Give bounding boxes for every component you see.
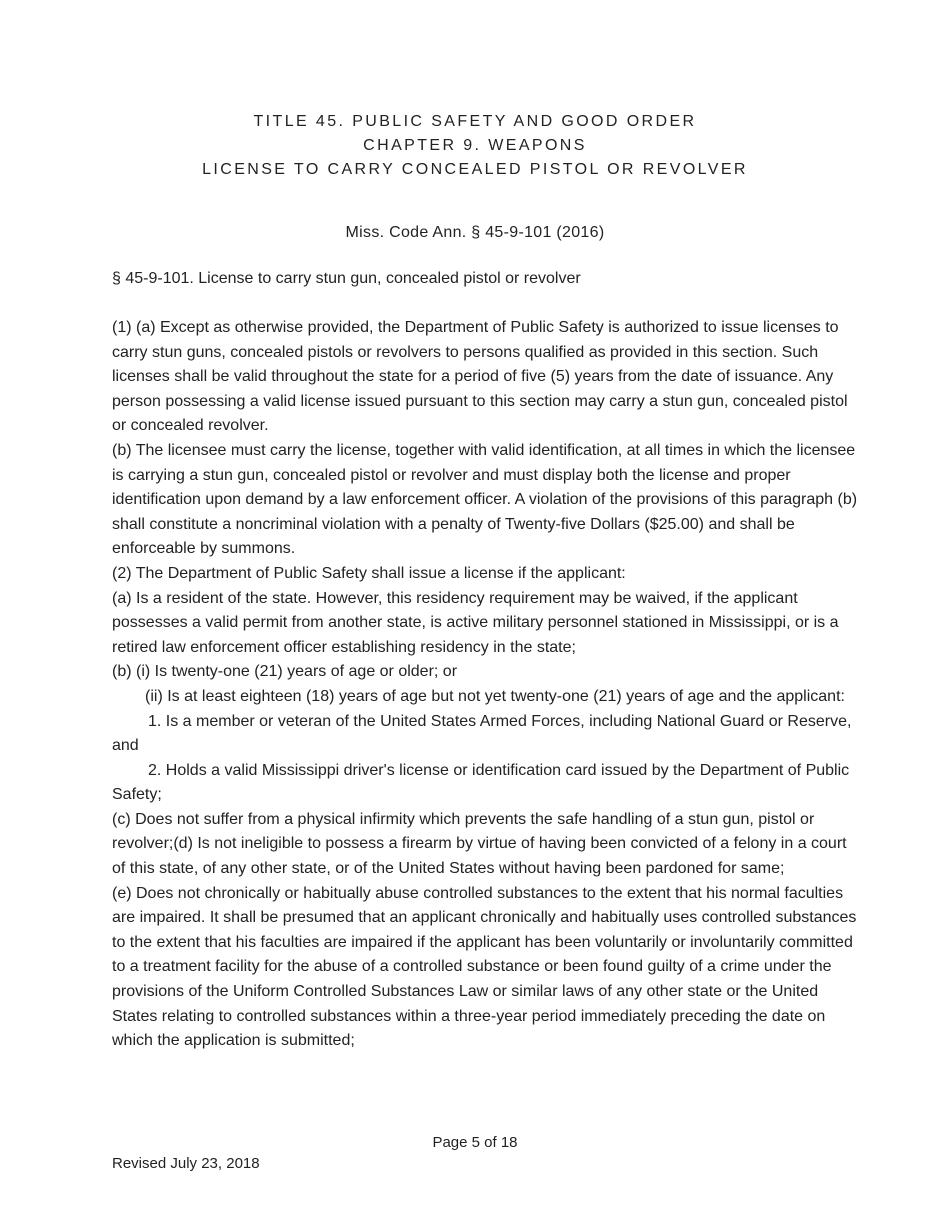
subtitle-line: LICENSE TO CARRY CONCEALED PISTOL OR REVOLVER: [202, 161, 748, 178]
paragraph-1a: (1) (a) Except as otherwise provided, the Department of Public Safety is authorized to issue licenses to carry stun guns, concealed pistols or revolvers to persons qualified as provided in this section. Such licenses shall be valid throughout the state for a period of five (5) years from the date of issuance. Any person possessing a valid license issued pursuant to this section may carry a stun gun, concealed pistol or concealed revolver.: [112, 319, 848, 435]
revised-date: Revised July 23, 2018: [112, 1155, 260, 1172]
page-number: Page 5 of 18: [432, 1134, 518, 1151]
statute-body: [112, 316, 862, 1054]
paragraph-2b-i: (b) (i) Is twenty-one (21) years of age or older; or: [112, 663, 458, 681]
paragraph-2b-ii: (ii) Is at least eighteen (18) years of age but not yet twenty-one (21) years of age and the applicant:: [145, 687, 845, 705]
paragraph-2b-ii-2: 2. Holds a valid Mississippi driver's license or identification card issued by the Department of Public Safety;: [112, 761, 850, 804]
paragraph-2c-2d: (c) Does not suffer from a physical infirmity which prevents the safe handling of a stun gun, pistol or revolver;(d) Is not ineligible to possess a firearm by virtue of having been convicted of a felony in a court of this state, of any other state, or of the United States without having been pardoned for same;: [112, 810, 847, 878]
document-heading: [0, 110, 950, 182]
paragraph-2b-ii-1: 1. Is a member or veteran of the United States Armed Forces, including National Guard or Reserve, and: [112, 712, 852, 755]
paragraph-1b: (b) The licensee must carry the license, together with valid identification, at all times in which the licensee is carrying a stun gun, concealed pistol or revolver and must display both the license and proper identification upon demand by a law enforcement officer. A violation of the provisions of this paragraph (b) shall constitute a noncriminal violation with a penalty of Twenty-five Dollars ($25.00) and shall be enforceable by summons.: [112, 441, 858, 558]
paragraph-2a: (a) Is a resident of the state. However, this residency requirement may be waived, if the applicant possesses a valid permit from another state, is active military personnel stationed in Mississippi, or is a retired law enforcement officer establishing residency in the state;: [112, 589, 839, 656]
paragraph-2: (2) The Department of Public Safety shall issue a license if the applicant:: [112, 564, 626, 582]
title-line: TITLE 45. PUBLIC SAFETY AND GOOD ORDER: [253, 113, 697, 130]
paragraph-2e: (e) Does not chronically or habitually abuse controlled substances to the extent that his normal faculties are impaired. It shall be presumed that an applicant chronically and habitually uses controlled substances to the extent that his faculties are impaired if the applicant has been voluntarily or involuntarily committed to a treatment facility for the abuse of a controlled substance or been found guilty of a crime under the provisions of the Uniform Controlled Substances Law or similar laws of any other state or the United States relating to controlled substances within a three-year period immediately preceding the date on which the application is submitted;: [112, 884, 857, 1050]
chapter-line: CHAPTER 9. WEAPONS: [363, 137, 587, 154]
code-citation: Miss. Code Ann. § 45-9-101 (2016): [345, 224, 605, 241]
section-title: § 45-9-101. License to carry stun gun, concealed pistol or revolver: [112, 270, 581, 287]
